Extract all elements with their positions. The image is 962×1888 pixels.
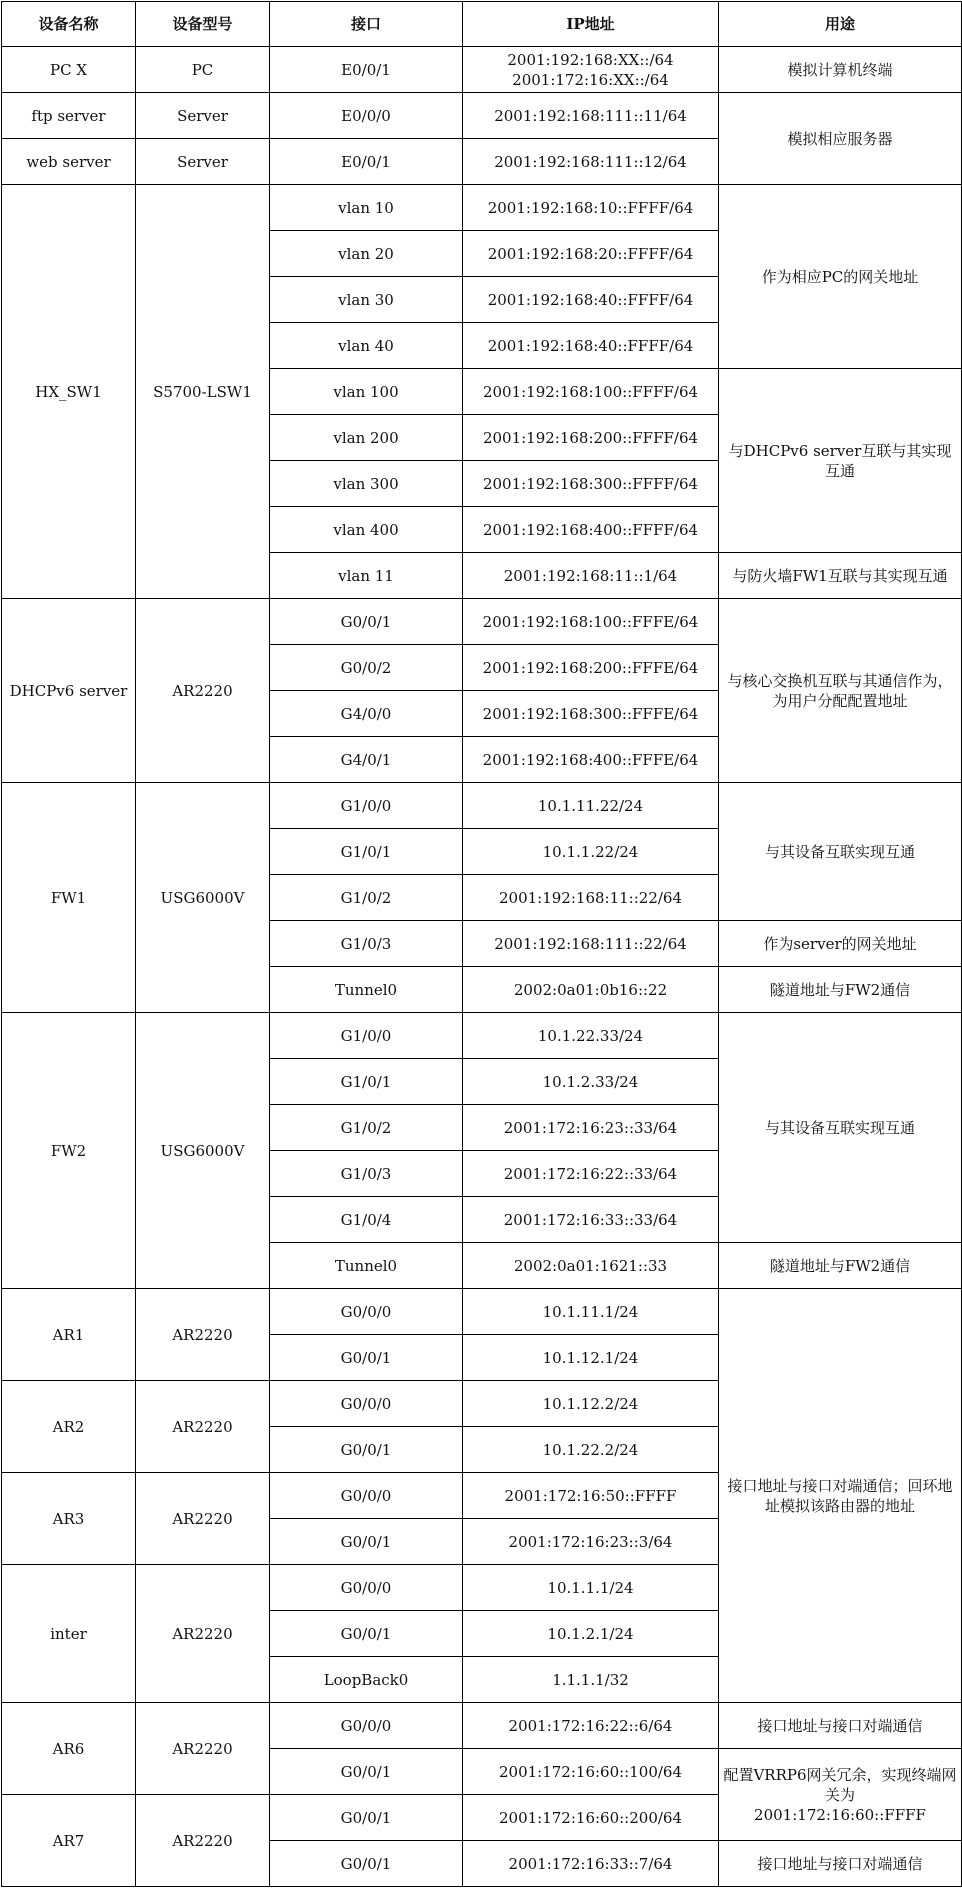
- interface: vlan 400: [270, 507, 463, 553]
- ip-address: [463, 47, 719, 93]
- device-name: AR1: [2, 1289, 136, 1381]
- table-row: [2, 47, 962, 93]
- interface: G0/0/1: [270, 1749, 463, 1795]
- ip-address: 2001:172:16:23::3/64: [463, 1519, 719, 1565]
- ip-address: 2001:172:16:23::33/64: [463, 1105, 719, 1151]
- interface: G0/0/1: [270, 1841, 463, 1887]
- ip-address: 2001:192:168:40::FFFF/64: [463, 277, 719, 323]
- device-name: FW1: [2, 783, 136, 1013]
- ip-line: 2001:172:16:XX::/64: [512, 70, 669, 89]
- interface: G1/0/2: [270, 1105, 463, 1151]
- device-name: AR7: [2, 1795, 136, 1887]
- interface: Tunnel0: [270, 1243, 463, 1289]
- ip-address: 2001:172:16:50::FFFF: [463, 1473, 719, 1519]
- ip-address: 2001:192:168:11::22/64: [463, 875, 719, 921]
- interface: vlan 30: [270, 277, 463, 323]
- ip-address: 2001:172:16:60::200/64: [463, 1795, 719, 1841]
- interface: vlan 300: [270, 461, 463, 507]
- device-model: Server: [136, 139, 270, 185]
- purpose-line: 2001:172:16:60::FFFF: [754, 1805, 926, 1824]
- ip-address: 10.1.12.2/24: [463, 1381, 719, 1427]
- ip-address: 2001:192:168:100::FFFF/64: [463, 369, 719, 415]
- ip-address: 2001:192:168:400::FFFE/64: [463, 737, 719, 783]
- ip-line: 2001:192:168:XX::/64: [507, 50, 674, 69]
- ip-address: 10.1.1.22/24: [463, 829, 719, 875]
- interface: vlan 100: [270, 369, 463, 415]
- ip-address: 2001:192:168:100::FFFE/64: [463, 599, 719, 645]
- ip-address: 2001:172:16:22::33/64: [463, 1151, 719, 1197]
- table-row: [2, 783, 962, 829]
- interface: G1/0/3: [270, 1151, 463, 1197]
- interface: vlan 11: [270, 553, 463, 599]
- device-name: web server: [2, 139, 136, 185]
- ip-address: 10.1.22.2/24: [463, 1427, 719, 1473]
- purpose: 作为相应PC的网关地址: [719, 185, 962, 369]
- device-model: AR2220: [136, 1795, 270, 1887]
- ip-address: 10.1.22.33/24: [463, 1013, 719, 1059]
- header-device: 设备名称: [2, 2, 136, 47]
- purpose: 接口地址与接口对端通信: [719, 1841, 962, 1887]
- purpose: [719, 1749, 962, 1841]
- device-name: AR3: [2, 1473, 136, 1565]
- interface: G0/0/1: [270, 1795, 463, 1841]
- interface: E0/0/1: [270, 139, 463, 185]
- purpose: 隧道地址与FW2通信: [719, 1243, 962, 1289]
- interface: G0/0/0: [270, 1289, 463, 1335]
- interface: G0/0/1: [270, 1611, 463, 1657]
- purpose: 模拟相应服务器: [719, 93, 962, 185]
- ip-address: 2002:0a01:1621::33: [463, 1243, 719, 1289]
- device-model: AR2220: [136, 1381, 270, 1473]
- device-name: FW2: [2, 1013, 136, 1289]
- interface: E0/0/1: [270, 47, 463, 93]
- table-row: [2, 1013, 962, 1059]
- ip-address: 2001:172:16:33::7/64: [463, 1841, 719, 1887]
- interface: G0/0/1: [270, 1519, 463, 1565]
- device-model: AR2220: [136, 1703, 270, 1795]
- ip-address: 1.1.1.1/32: [463, 1657, 719, 1703]
- interface: vlan 10: [270, 185, 463, 231]
- interface: G0/0/2: [270, 645, 463, 691]
- interface: vlan 200: [270, 415, 463, 461]
- header-model: 设备型号: [136, 2, 270, 47]
- purpose: 与DHCPv6 server互联与其实现互通: [719, 369, 962, 553]
- interface: E0/0/0: [270, 93, 463, 139]
- ip-address: 2001:192:168:200::FFFE/64: [463, 645, 719, 691]
- table-row: [2, 93, 962, 139]
- device-model: USG6000V: [136, 783, 270, 1013]
- purpose-line: 配置VRRP6网关冗余，实现终端网关为: [723, 1765, 957, 1804]
- device-name: AR6: [2, 1703, 136, 1795]
- interface: G4/0/1: [270, 737, 463, 783]
- interface: G0/0/1: [270, 599, 463, 645]
- device-name: AR2: [2, 1381, 136, 1473]
- device-model: AR2220: [136, 599, 270, 783]
- device-model: AR2220: [136, 1289, 270, 1381]
- interface: vlan 40: [270, 323, 463, 369]
- interface: LoopBack0: [270, 1657, 463, 1703]
- ip-address: 2001:192:168:10::FFFF/64: [463, 185, 719, 231]
- device-model: USG6000V: [136, 1013, 270, 1289]
- device-name: inter: [2, 1565, 136, 1703]
- interface: G1/0/2: [270, 875, 463, 921]
- purpose: 与核心交换机互联与其通信作为，为用户分配配置地址: [719, 599, 962, 783]
- purpose: 与防火墙FW1互联与其实现互通: [719, 553, 962, 599]
- device-name: DHCPv6 server: [2, 599, 136, 783]
- ip-address: 2001:192:168:111::11/64: [463, 93, 719, 139]
- interface: G1/0/1: [270, 1059, 463, 1105]
- interface: G0/0/0: [270, 1473, 463, 1519]
- header-row: [2, 2, 962, 47]
- ip-address: 2001:192:168:11::1/64: [463, 553, 719, 599]
- ip-address: 10.1.11.1/24: [463, 1289, 719, 1335]
- interface: vlan 20: [270, 231, 463, 277]
- interface: G0/0/0: [270, 1381, 463, 1427]
- purpose: 与其设备互联实现互通: [719, 783, 962, 921]
- ip-address: 2001:192:168:400::FFFF/64: [463, 507, 719, 553]
- device-name: ftp server: [2, 93, 136, 139]
- ip-address: 2001:192:168:300::FFFF/64: [463, 461, 719, 507]
- ip-address: 2002:0a01:0b16::22: [463, 967, 719, 1013]
- device-model: S5700-LSW1: [136, 185, 270, 599]
- ip-address: 2001:172:16:22::6/64: [463, 1703, 719, 1749]
- interface: G0/0/0: [270, 1703, 463, 1749]
- ip-address: 2001:172:16:33::33/64: [463, 1197, 719, 1243]
- interface: G0/0/1: [270, 1427, 463, 1473]
- interface: G0/0/1: [270, 1335, 463, 1381]
- interface: G0/0/0: [270, 1565, 463, 1611]
- device-model: AR2220: [136, 1565, 270, 1703]
- device-address-table: [1, 1, 962, 1887]
- device-name: HX_SW1: [2, 185, 136, 599]
- ip-address: 2001:192:168:300::FFFE/64: [463, 691, 719, 737]
- interface: G1/0/1: [270, 829, 463, 875]
- interface: G1/0/4: [270, 1197, 463, 1243]
- purpose: 与其设备互联实现互通: [719, 1013, 962, 1243]
- table-row: [2, 1703, 962, 1749]
- device-model: AR2220: [136, 1473, 270, 1565]
- ip-address: 2001:192:168:20::FFFF/64: [463, 231, 719, 277]
- interface: G1/0/0: [270, 1013, 463, 1059]
- ip-address: 10.1.2.33/24: [463, 1059, 719, 1105]
- ip-address: 2001:192:168:200::FFFF/64: [463, 415, 719, 461]
- purpose: 作为server的网关地址: [719, 921, 962, 967]
- ip-address: 2001:172:16:60::100/64: [463, 1749, 719, 1795]
- ip-address: 10.1.2.1/24: [463, 1611, 719, 1657]
- ip-address: 10.1.11.22/24: [463, 783, 719, 829]
- interface: G1/0/0: [270, 783, 463, 829]
- device-name: PC X: [2, 47, 136, 93]
- header-purpose: 用途: [719, 2, 962, 47]
- ip-address: 2001:192:168:111::22/64: [463, 921, 719, 967]
- table-row: [2, 1289, 962, 1335]
- header-interface: 接口: [270, 2, 463, 47]
- table-row: [2, 599, 962, 645]
- purpose: 接口地址与接口对端通信；回环地址模拟该路由器的地址: [719, 1289, 962, 1703]
- device-model: Server: [136, 93, 270, 139]
- device-model: PC: [136, 47, 270, 93]
- ip-address: 10.1.1.1/24: [463, 1565, 719, 1611]
- interface: Tunnel0: [270, 967, 463, 1013]
- purpose: 隧道地址与FW2通信: [719, 967, 962, 1013]
- table-row: [2, 185, 962, 231]
- ip-address: 10.1.12.1/24: [463, 1335, 719, 1381]
- interface: G1/0/3: [270, 921, 463, 967]
- ip-address: 2001:192:168:111::12/64: [463, 139, 719, 185]
- interface: G4/0/0: [270, 691, 463, 737]
- purpose: 接口地址与接口对端通信: [719, 1703, 962, 1749]
- ip-address: 2001:192:168:40::FFFF/64: [463, 323, 719, 369]
- purpose: 模拟计算机终端: [719, 47, 962, 93]
- header-ip: IP地址: [463, 2, 719, 47]
